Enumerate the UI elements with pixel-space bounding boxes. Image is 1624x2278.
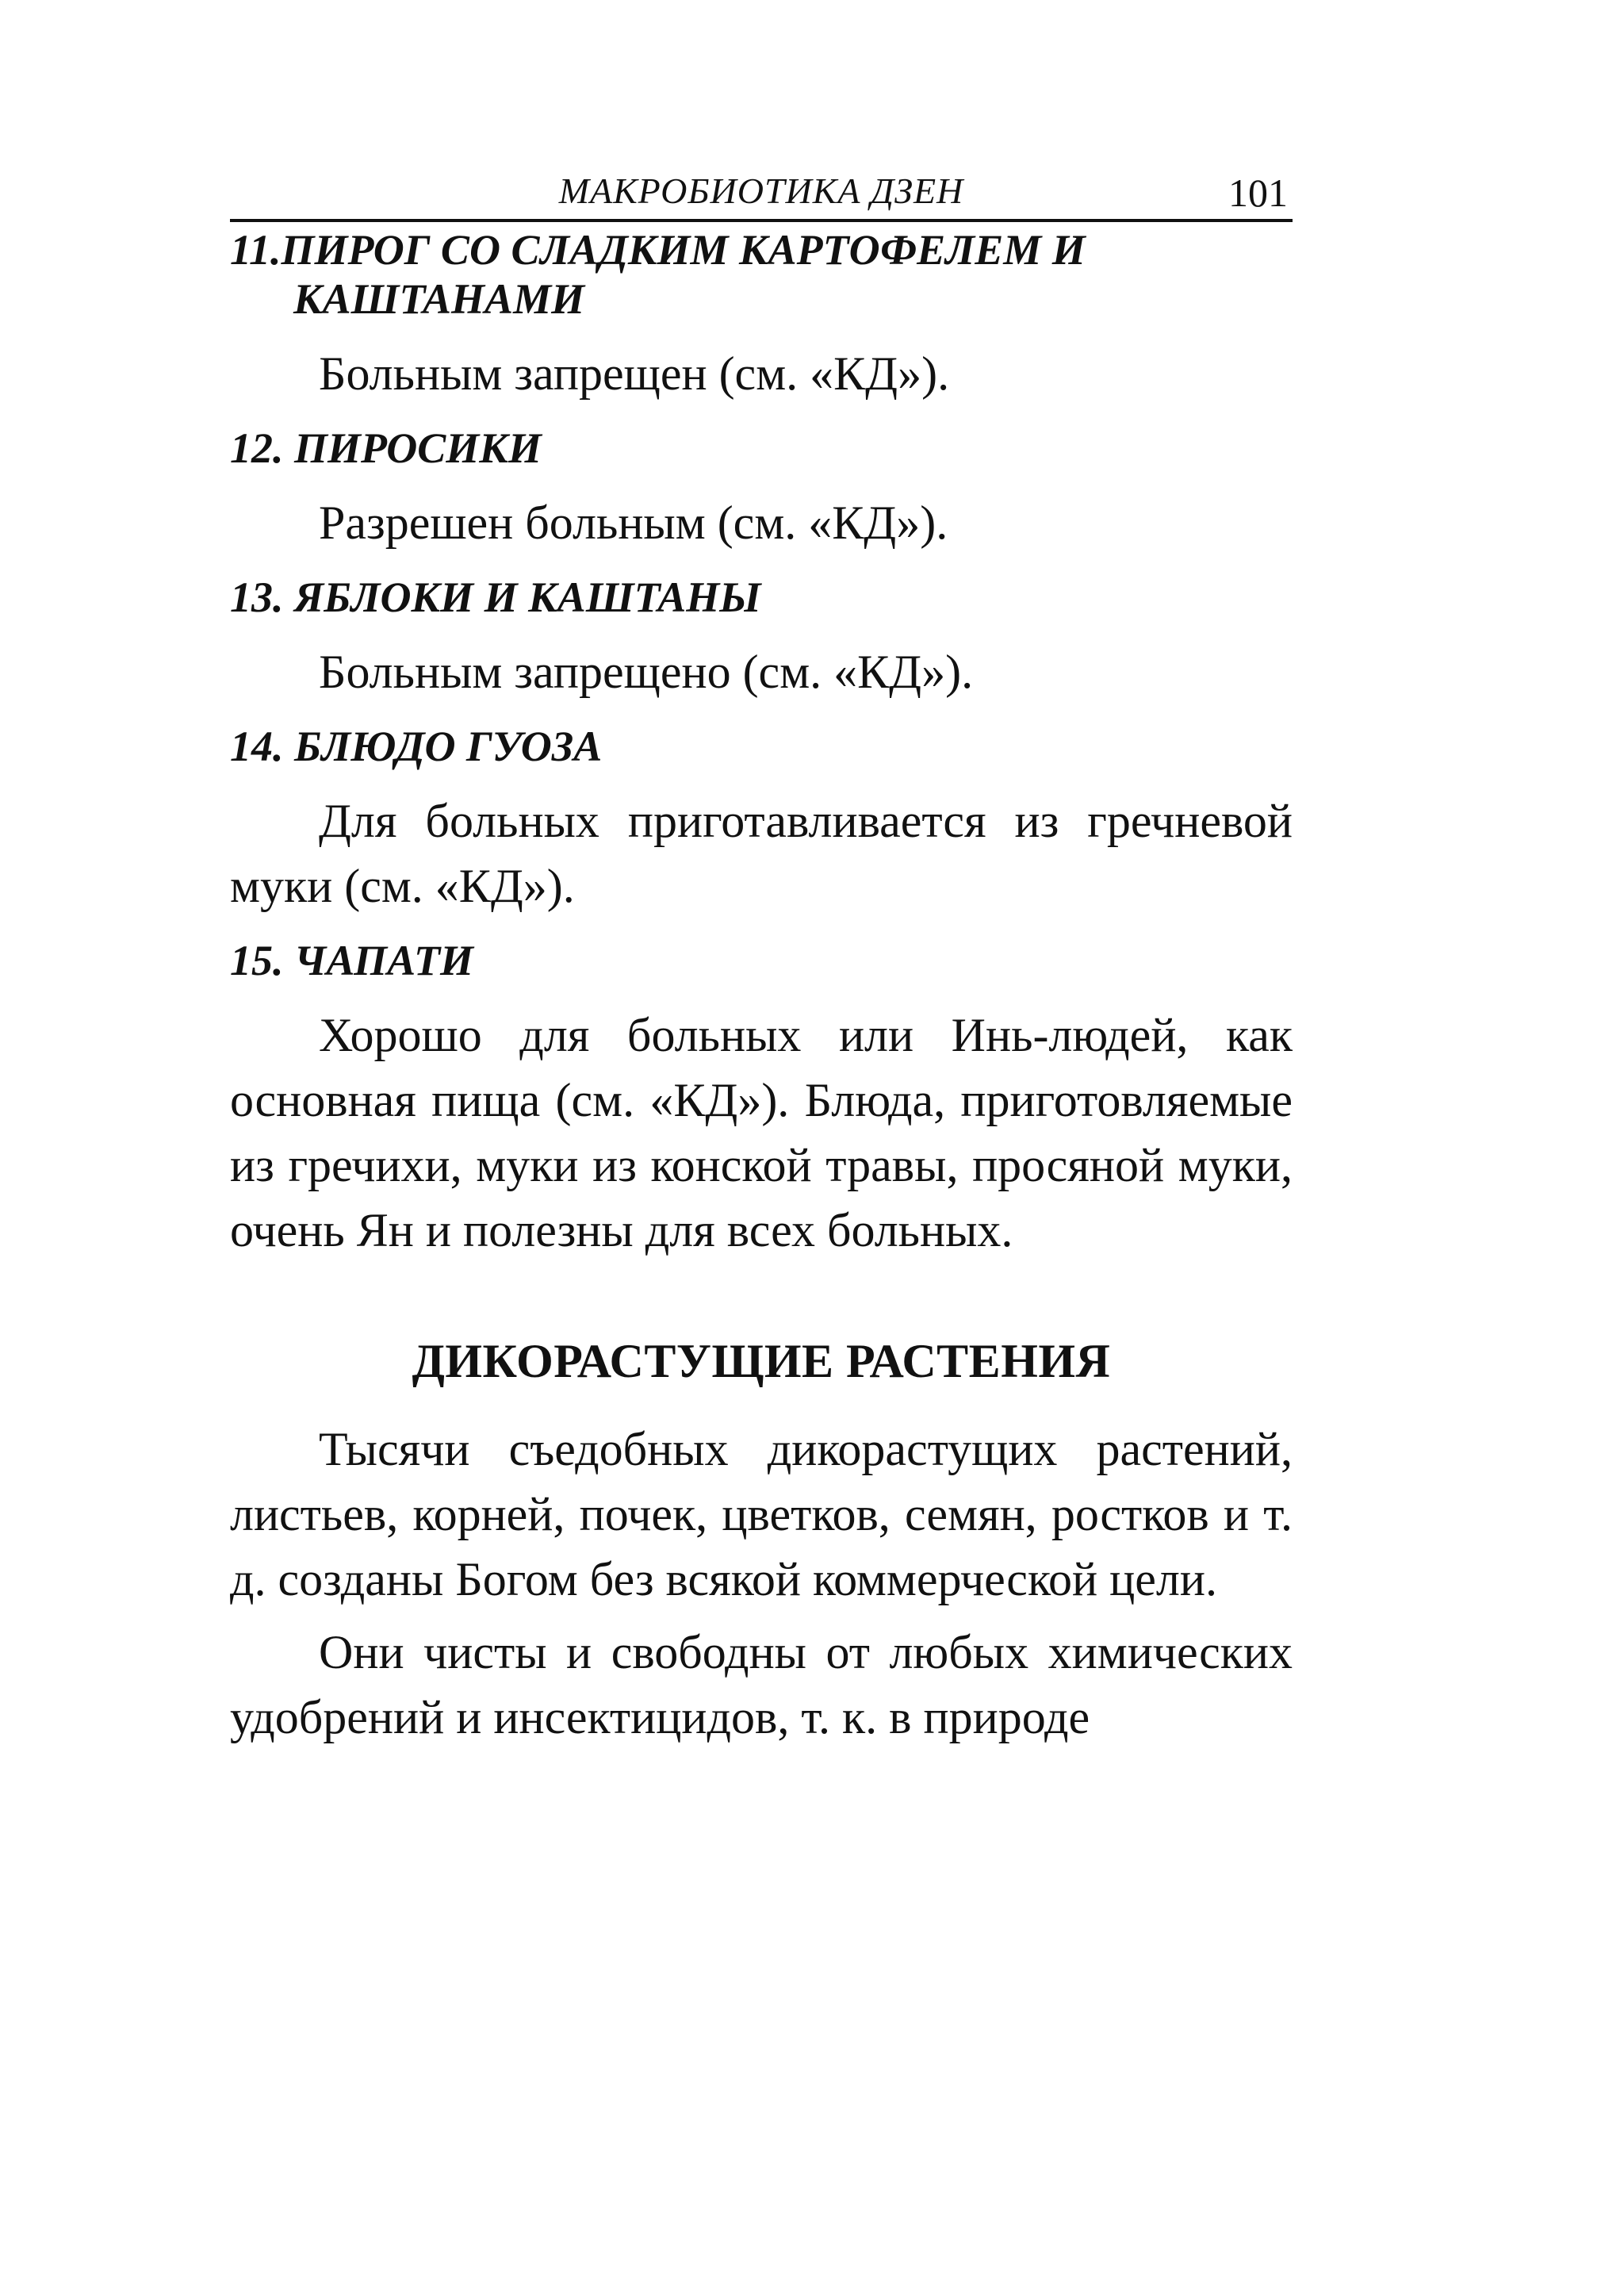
page-number: 101 (1228, 171, 1288, 215)
running-header (230, 159, 1293, 222)
recipe-title: ПИРОГ СО СЛАДКИМ КАРТОФЕЛЕМ И (281, 226, 1086, 274)
body-paragraph: Тысячи съедобных дикорастущих растений, листьев, корней, почек, цветков, семян, ростков и т. д. созданы Богом без всякой коммерческой цели. (230, 1423, 1293, 1605)
recipe-title: БЛЮДО ГУОЗА (294, 723, 603, 770)
recipe-number: 13. (230, 573, 284, 621)
recipe-list (230, 225, 1293, 1263)
recipe-note: Больным запрещено (см. «КД»). (319, 646, 974, 698)
recipe-heading (230, 573, 1293, 622)
recipe-note: Разрешен больным (см. «КД»). (319, 497, 948, 549)
recipe-entry (230, 225, 1293, 406)
recipe-number: 12. (230, 424, 284, 472)
recipe-title-continued: КАШТАНАМИ (293, 275, 585, 323)
body-paragraph: Они чисты и свободны от любых химических удобрений и инсектицидов, т. к. в природе (230, 1626, 1293, 1743)
recipe-number: 14. (230, 723, 284, 770)
recipe-number: 11. (230, 226, 282, 274)
recipe-entry (230, 424, 1293, 555)
recipe-heading (230, 225, 1293, 324)
recipe-heading (230, 936, 1293, 985)
running-title: МАКРОБИОТИКА ДЗЕН (558, 171, 964, 211)
recipe-title: ПИРОСИКИ (294, 424, 542, 472)
section-title: ДИКОРАСТУЩИЕ РАСТЕНИЯ (412, 1335, 1111, 1387)
recipe-heading (230, 722, 1293, 771)
recipe-entry (230, 573, 1293, 704)
recipe-note: Для больных приготавливается из гречневой муки (см. «КД»). (230, 795, 1293, 912)
recipe-heading (230, 424, 1293, 473)
recipe-entry (230, 936, 1293, 1263)
recipe-note: Больным запрещен (см. «КД»). (319, 347, 950, 400)
book-page (230, 159, 1293, 1758)
recipe-note: Хорошо для больных или Инь-людей, как основная пища (см. «КД»). Блюда, приготовляемые из гречихи, муки из конской травы, просяной муки, очень Ян и полезны для всех больных. (230, 1009, 1293, 1256)
recipe-number: 15. (230, 937, 284, 984)
recipe-title: ЧАПАТИ (294, 937, 474, 984)
recipe-title: ЯБЛОКИ И КАШТАНЫ (294, 573, 761, 621)
recipe-entry (230, 722, 1293, 918)
